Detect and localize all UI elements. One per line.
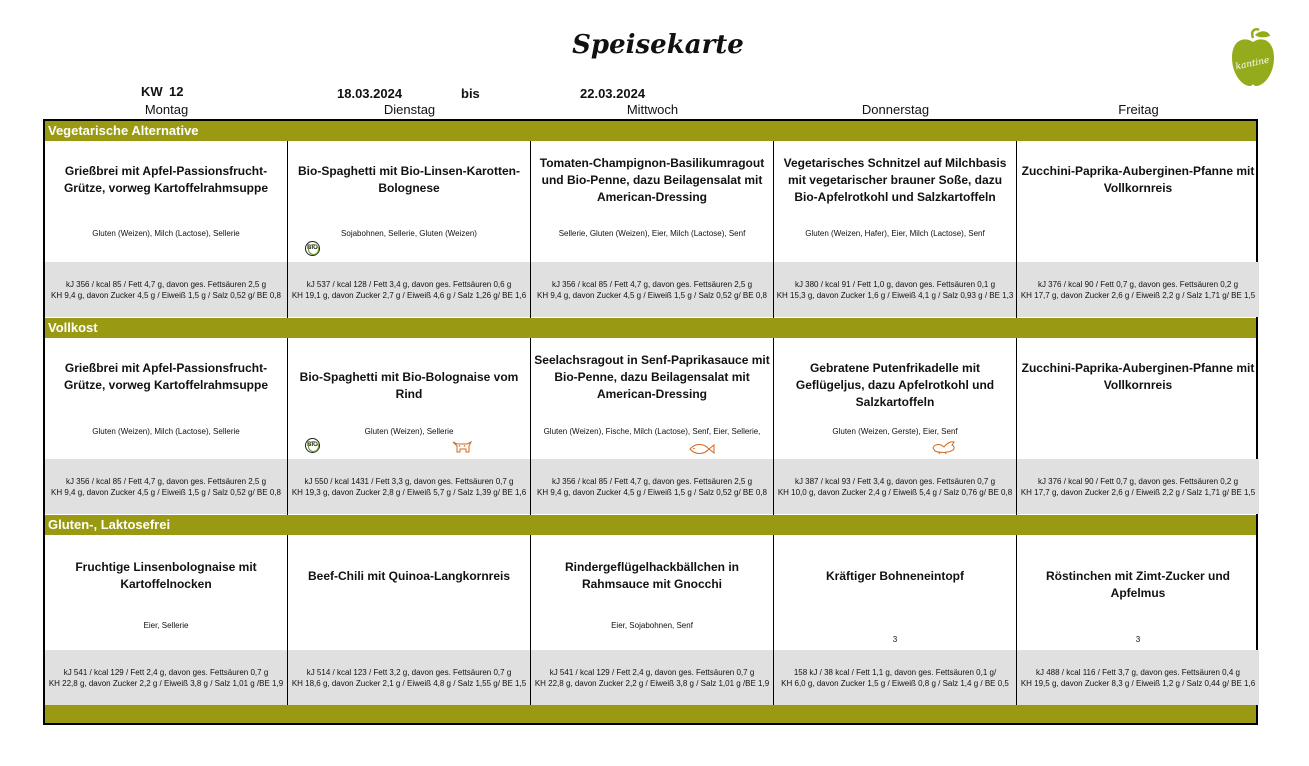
date-to: 22.03.2024 <box>580 86 646 101</box>
day-header-wednesday: Mittwoch <box>626 102 679 117</box>
menu-cell <box>1017 338 1259 515</box>
menu-cell <box>774 141 1016 318</box>
nutrition-line-2: KH 19,5 g, davon Zucker 8,3 g / Eiweiß 1,2 g / Salz 0,44 g/ BE 1,6 <box>1020 679 1256 688</box>
nutrition-line-2: KH 19,3 g, davon Zucker 2,8 g / Eiweiß 5,7 g / Salz 1,39 g/ BE 1,6 <box>291 488 527 497</box>
menu-cell <box>1017 141 1259 318</box>
allergens: 3 <box>1135 635 1141 644</box>
dish-name: Zucchini-Paprika-Auberginen-Pfanne mit Vollkornreis <box>1021 361 1255 392</box>
dish-name: Tomaten-Champignon-Basilikumragout und Bio-Penne, dazu Beilagensalat mit American-Dressing <box>539 156 765 204</box>
allergens: Gluten (Weizen), Sellerie <box>364 427 454 436</box>
dish-name: Zucchini-Paprika-Auberginen-Pfanne mit Vollkornreis <box>1021 164 1255 195</box>
menu-cell <box>288 338 530 515</box>
nutrition-line-2: KH 22,8 g, davon Zucker 2,2 g / Eiweiß 3,8 g / Salz 1,01 g /BE 1,9 <box>534 679 770 688</box>
nutrition-line-1: kJ 488 / kcal 116 / Fett 3,7 g, davon ges. Fettsäuren 0,4 g <box>1036 668 1240 677</box>
menu-cell <box>531 338 773 515</box>
allergens: Sojabohnen, Sellerie, Gluten (Weizen) <box>341 229 477 238</box>
kantine-logo <box>1228 26 1278 90</box>
dish-name: Fruchtige Linsenbolognaise mit Kartoffelnocken <box>75 560 257 591</box>
allergens: Eier, Sellerie <box>143 621 189 630</box>
kw-label: KW <box>141 84 163 99</box>
footer-band <box>45 705 1256 723</box>
allergens: Gluten (Weizen, Hafer), Eier, Milch (Lactose), Senf <box>805 229 985 238</box>
nutrition-line-1: kJ 356 / kcal 85 / Fett 4,7 g, davon ges. Fettsäuren 2,5 g <box>65 280 267 289</box>
dish-name: Kräftiger Bohneneintopf <box>826 569 964 583</box>
nutrition-line-2: KH 15,3 g, davon Zucker 1,6 g / Eiweiß 4,1 g / Salz 0,93 g / BE 1,3 <box>776 291 1014 300</box>
day-header-monday: Montag <box>144 102 189 117</box>
dish-name: Bio-Spaghetti mit Bio-Bolognaise vom Rind <box>299 370 519 401</box>
date-bis: bis <box>461 86 480 101</box>
nutrition-line-1: kJ 380 / kcal 91 / Fett 1,0 g, davon ges. Fettsäuren 0,1 g <box>794 280 996 289</box>
nutrition-info <box>288 262 530 317</box>
nutrition-line-2: KH 18,6 g, davon Zucker 2,1 g / Eiweiß 4,8 g / Salz 1,55 g/ BE 1,5 <box>291 679 527 688</box>
nutrition-info <box>531 650 773 705</box>
nutrition-line-1: kJ 541 / kcal 129 / Fett 2,4 g, davon ges. Fettsäuren 0,7 g <box>63 668 269 677</box>
poultry-icon <box>931 439 957 455</box>
nutrition-line-1: 158 kJ / 38 kcal / Fett 1,1 g, davon ges. Fettsäuren 0,1 g/ <box>793 668 997 677</box>
nutrition-line-2: KH 9,4 g, davon Zucker 4,5 g / Eiweiß 1,5 g / Salz 0,52 g/ BE 0,8 <box>51 488 281 497</box>
day-header-tuesday: Dienstag <box>383 102 436 117</box>
nutrition-line-2: KH 9,4 g, davon Zucker 4,5 g / Eiweiß 1,5 g / Salz 0,52 g/ BE 0,8 <box>537 488 767 497</box>
allergens: Eier, Sojabohnen, Senf <box>611 621 693 630</box>
dish-name: Rindergeflügelhackbällchen in Rahmsauce mit Gnocchi <box>564 560 740 591</box>
menu-cell <box>45 338 287 515</box>
allergens: Gluten (Weizen), Fische, Milch (Lactose), Senf, Eier, Sellerie, <box>543 427 761 436</box>
nutrition-line-1: kJ 550 / kcal 1431 / Fett 3,3 g, davon ges. Fettsäuren 0,7 g <box>304 477 514 486</box>
nutrition-info <box>45 262 287 317</box>
dish-name: Grießbrei mit Apfel-Passionsfrucht-Grütze, vorweg Kartoffelrahmsuppe <box>63 164 269 195</box>
nutrition-line-2: KH 10,0 g, davon Zucker 2,4 g / Eiweiß 5,4 g / Salz 0,76 g/ BE 0,8 <box>777 488 1013 497</box>
section-header-vollkost: Vollkost <box>45 318 1256 338</box>
menu-cell <box>45 141 287 318</box>
dish-name: Seelachsragout in Senf-Paprikasauce mit Bio-Penne, dazu Beilagensalat mit American-Dressing <box>534 353 770 401</box>
nutrition-line-2: KH 6,0 g, davon Zucker 1,5 g / Eiweiß 0,8 g / Salz 1,4 g / BE 0,5 <box>781 679 1009 688</box>
nutrition-line-1: kJ 356 / kcal 85 / Fett 4,7 g, davon ges. Fettsäuren 2,5 g <box>65 477 267 486</box>
nutrition-line-2: KH 22,8 g, davon Zucker 2,2 g / Eiweiß 3,8 g / Salz 1,01 g /BE 1,9 <box>48 679 284 688</box>
nutrition-info <box>774 459 1016 514</box>
nutrition-line-1: kJ 356 / kcal 85 / Fett 4,7 g, davon ges. Fettsäuren 2,5 g <box>551 280 753 289</box>
nutrition-info <box>774 650 1016 705</box>
nutrition-info <box>1017 650 1259 705</box>
menu-grid <box>43 119 1258 725</box>
nutrition-line-2: KH 17,7 g, davon Zucker 2,6 g / Eiweiß 2,2 g / Salz 1,71 g/ BE 1,5 <box>1020 291 1256 300</box>
dish-name: Vegetarisches Schnitzel auf Milchbasis mit vegetarischer brauner Soße, dazu Bio-Apfelrotkohl und Salzkartoffeln <box>783 156 1007 204</box>
allergens: 3 <box>892 635 898 644</box>
kw-number: 12 <box>169 84 184 99</box>
nutrition-line-2: KH 9,4 g, davon Zucker 4,5 g / Eiweiß 1,5 g / Salz 0,52 g/ BE 0,8 <box>51 291 281 300</box>
nutrition-line-1: kJ 537 / kcal 128 / Fett 3,4 g, davon ges. Fettsäuren 0,6 g <box>306 280 512 289</box>
cow-icon <box>451 439 473 455</box>
nutrition-line-1: kJ 514 / kcal 123 / Fett 3,2 g, davon ges. Fettsäuren 0,7 g <box>306 668 512 677</box>
dish-name: Grießbrei mit Apfel-Passionsfrucht-Grütze, vorweg Kartoffelrahmsuppe <box>63 361 269 392</box>
menu-cell <box>288 535 530 705</box>
section-header-gluten-lactose-free: Gluten-, Laktosefrei <box>45 515 1256 535</box>
date-from: 18.03.2024 <box>337 86 403 101</box>
allergens: Sellerie, Gluten (Weizen), Eier, Milch (Lactose), Senf <box>558 229 746 238</box>
nutrition-info <box>45 650 287 705</box>
logo-text: kantine <box>1234 55 1271 73</box>
fish-icon <box>689 443 715 455</box>
allergens: Gluten (Weizen), Milch (Lactose), Sellerie <box>92 427 240 436</box>
menu-cell <box>774 535 1016 705</box>
nutrition-line-1: kJ 376 / kcal 90 / Fett 0,7 g, davon ges. Fettsäuren 0,2 g <box>1037 280 1239 289</box>
nutrition-line-1: kJ 541 / kcal 129 / Fett 2,4 g, davon ges. Fettsäuren 0,7 g <box>549 668 755 677</box>
day-header-thursday: Donnerstag <box>861 102 930 117</box>
page-title: Speisekarte <box>572 30 744 60</box>
dish-name: Beef-Chili mit Quinoa-Langkornreis <box>307 569 511 583</box>
day-header-friday: Freitag <box>1118 102 1159 117</box>
nutrition-info <box>1017 262 1259 317</box>
dish-name: Röstinchen mit Zimt-Zucker und Apfelmus <box>1045 569 1230 600</box>
nutrition-info <box>531 459 773 514</box>
section-header-vegetarian: Vegetarische Alternative <box>45 121 1256 141</box>
nutrition-line-2: KH 9,4 g, davon Zucker 4,5 g / Eiweiß 1,5 g / Salz 0,52 g/ BE 0,8 <box>537 291 767 300</box>
nutrition-info <box>288 650 530 705</box>
bio-icon: BIO <box>305 241 320 256</box>
nutrition-line-1: kJ 376 / kcal 90 / Fett 0,7 g, davon ges. Fettsäuren 0,2 g <box>1037 477 1239 486</box>
allergens: Gluten (Weizen, Gerste), Eier, Senf <box>832 427 958 436</box>
nutrition-line-1: kJ 356 / kcal 85 / Fett 4,7 g, davon ges. Fettsäuren 2,5 g <box>551 477 753 486</box>
nutrition-info <box>45 459 287 514</box>
dish-name: Bio-Spaghetti mit Bio-Linsen-Karotten-Bolognese <box>298 164 520 195</box>
menu-cell <box>531 141 773 318</box>
bio-icon: BIO <box>305 438 320 453</box>
allergens: Gluten (Weizen), Milch (Lactose), Sellerie <box>92 229 240 238</box>
nutrition-line-2: KH 17,7 g, davon Zucker 2,6 g / Eiweiß 2,2 g / Salz 1,71 g/ BE 1,5 <box>1020 488 1256 497</box>
menu-cell <box>1017 535 1259 705</box>
nutrition-info <box>531 262 773 317</box>
dish-name: Gebratene Putenfrikadelle mit Geflügeljus, dazu Apfelrotkohl und Salzkartoffeln <box>795 361 995 409</box>
menu-cell <box>45 535 287 705</box>
nutrition-line-1: kJ 387 / kcal 93 / Fett 3,4 g, davon ges. Fettsäuren 0,7 g <box>794 477 996 486</box>
nutrition-line-2: KH 19,1 g, davon Zucker 2,7 g / Eiweiß 4,6 g / Salz 1,26 g/ BE 1,6 <box>291 291 527 300</box>
menu-cell <box>774 338 1016 515</box>
nutrition-info <box>1017 459 1259 514</box>
nutrition-info <box>774 262 1016 317</box>
nutrition-info <box>288 459 530 514</box>
menu-cell <box>288 141 530 318</box>
menu-cell <box>531 535 773 705</box>
